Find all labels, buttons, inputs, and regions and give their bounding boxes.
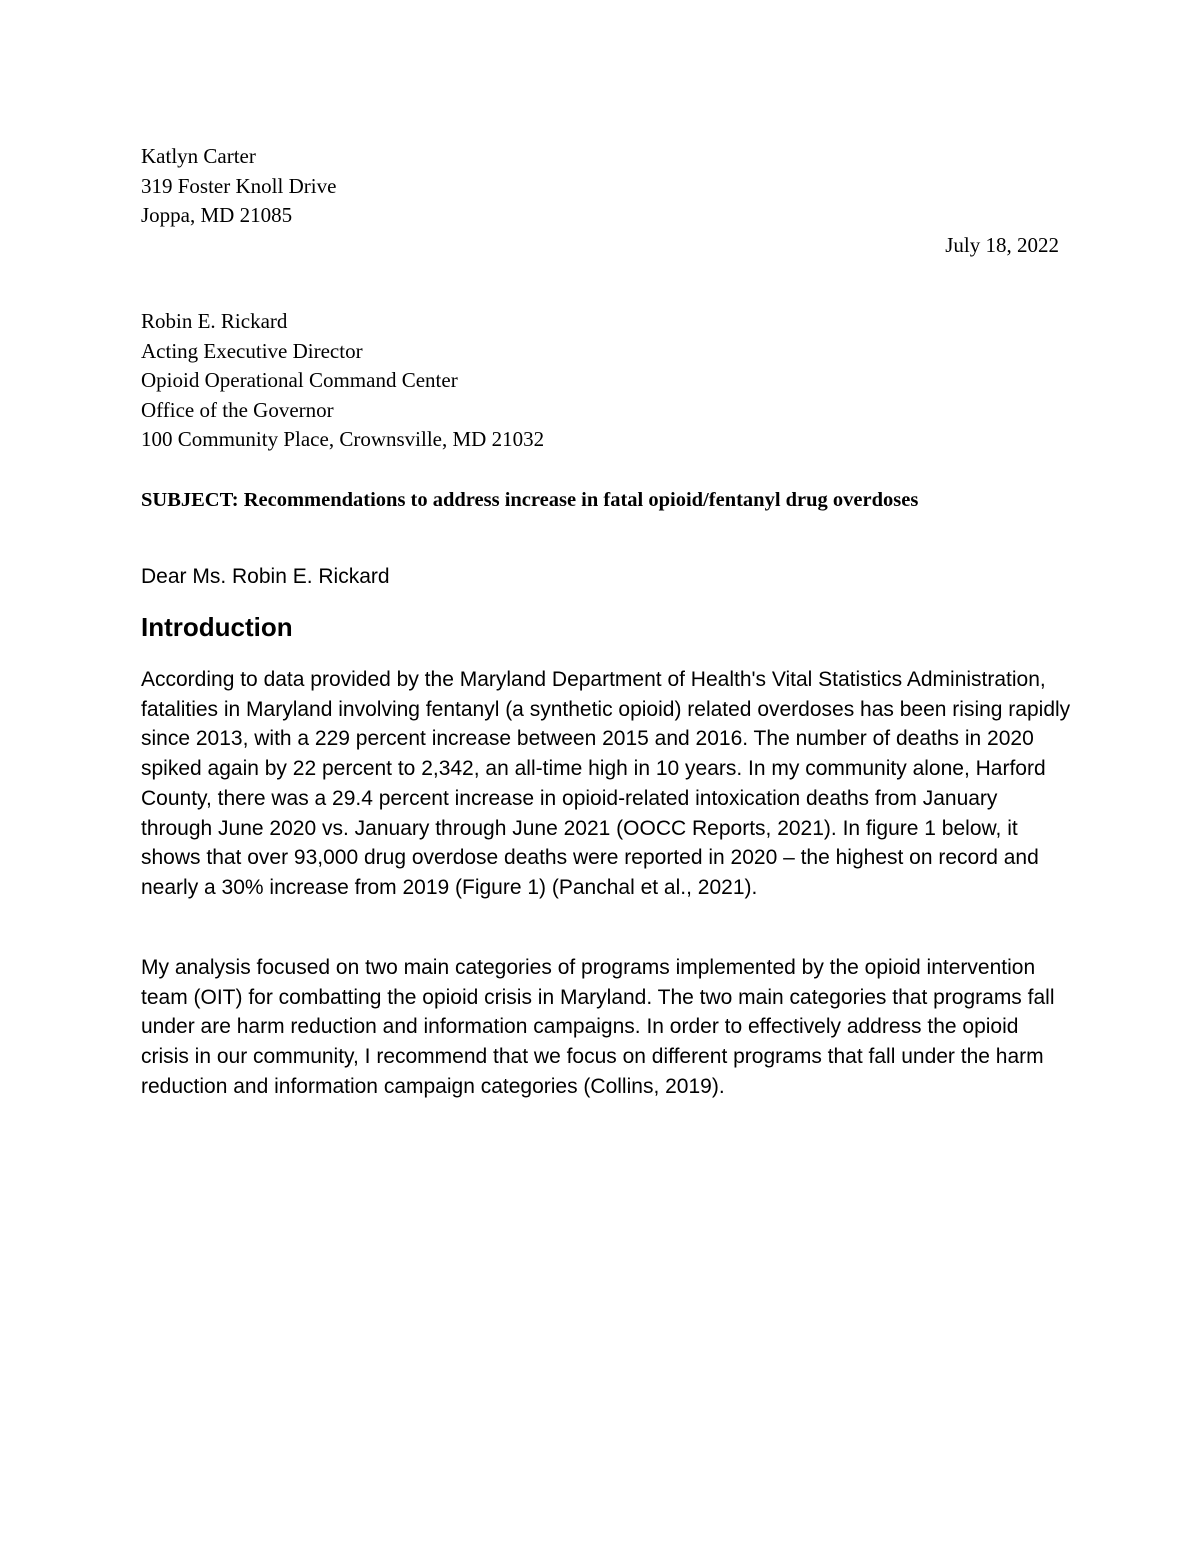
body-paragraph: My analysis focused on two main categories of programs implemented by the opioid intervention team (OIT) for combatting the opioid crisis in Maryland. The two main categories that programs fall under are harm reduction and information campaigns. In order to effectively address the opioid crisis in our community, I recommend that we focus on different programs that fall under the harm reduction and information campaign categories (Collins, 2019).	[141, 956, 1055, 1098]
body-paragraph: According to data provided by the Maryland Department of Health's Vital Statistics Administration, fatalities in Maryland involving fentanyl (a synthetic opioid) related overdoses has been rising rapidly since 2013, with a 229 percent increase between 2015 and 2016. The number of deaths in 2020 spiked again by 22 percent to 2,342, an all-time high in 10 years. In my community alone, Harford County, there was a 29.4 percent increase in opioid-related intoxication deaths from January through June 2020 vs. January through June 2021 (OOCC Reports, 2021). In figure 1 below, it shows that over 93,000 drug overdose deaths were reported in 2020 – the highest on record and nearly a 30% increase from 2019 (Figure 1) (Panchal et al., 2021).	[141, 668, 1071, 899]
sender-city: Joppa, MD 21085	[141, 203, 293, 227]
sender-street: 319 Foster Knoll Drive	[141, 173, 337, 198]
salutation: Dear Ms. Robin E. Rickard	[141, 565, 390, 588]
recipient-office: Office of the Governor	[141, 397, 334, 422]
subject-line: SUBJECT: Recommendations to address increase in fatal opioid/fentanyl drug overdoses	[141, 489, 919, 511]
recipient-organization: Opioid Operational Command Center	[141, 368, 458, 392]
letter-date: July 18, 2022	[945, 233, 1059, 257]
recipient-title: Acting Executive Director	[141, 338, 363, 363]
recipient-address: 100 Community Place, Crownsville, MD 21032	[141, 427, 545, 451]
recipient-name: Robin E. Rickard	[141, 309, 288, 333]
sender-address-block	[141, 142, 336, 231]
recipient-address-block	[141, 307, 544, 455]
section-heading-introduction: Introduction	[141, 612, 293, 642]
sender-name: Katlyn Carter	[141, 144, 256, 168]
